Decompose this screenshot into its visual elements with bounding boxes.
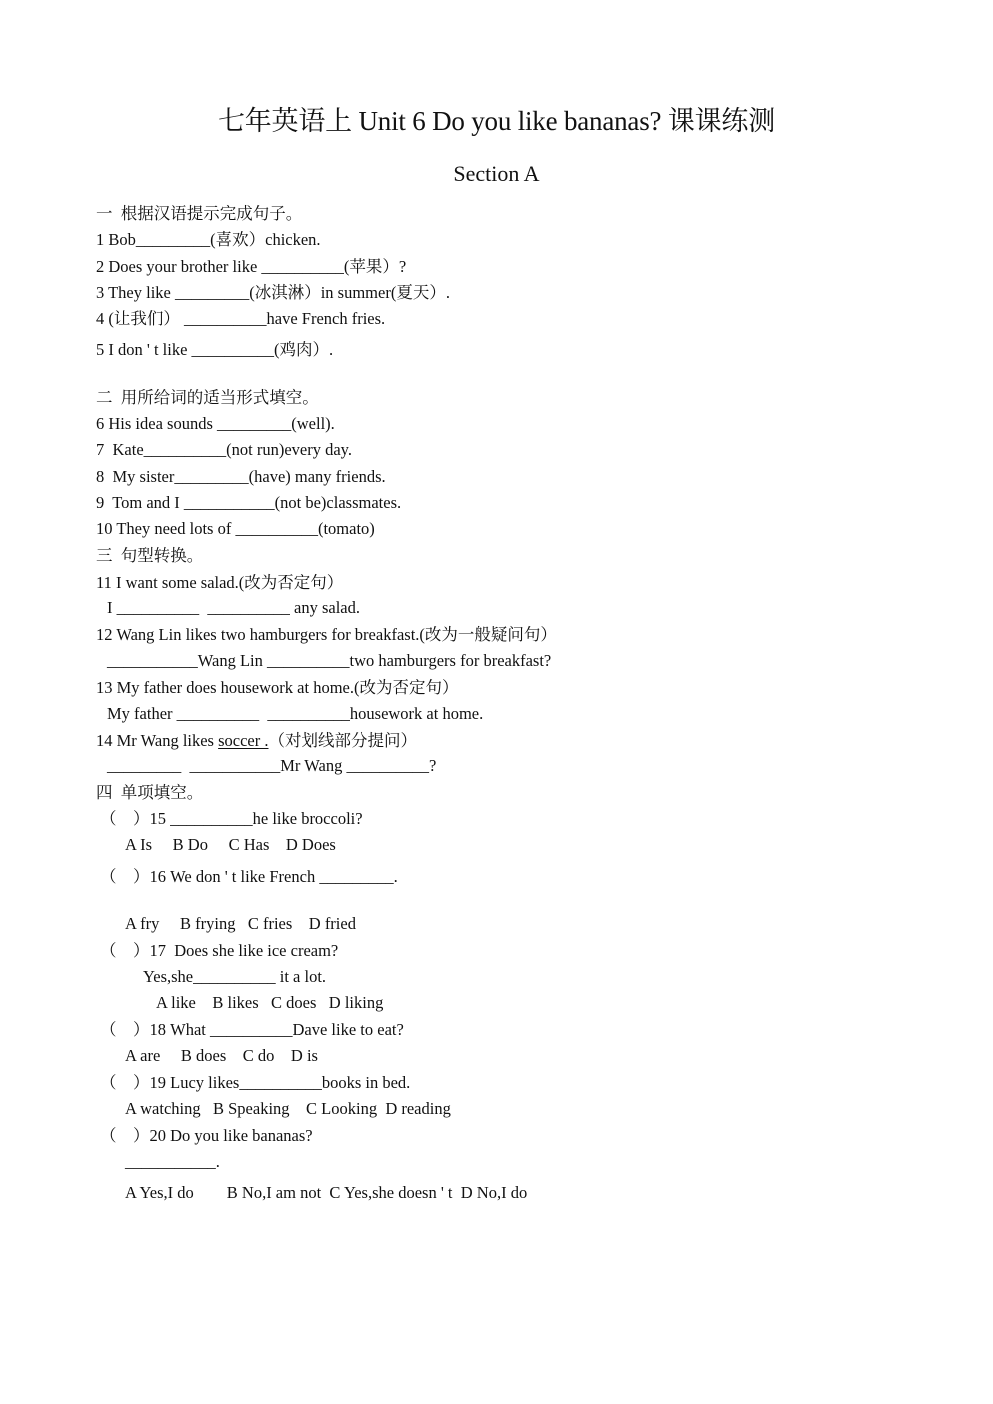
question-5: 5 I don ' t like __________(鸡肉）. (96, 340, 334, 359)
question-20: （ ）20 Do you like bananas? (100, 1126, 313, 1145)
question-12: 12 Wang Lin likes two hamburgers for breakfast.(改为一般疑问句） (96, 625, 557, 644)
question-16: （ ）16 We don ' t like French _________. (100, 867, 398, 886)
options-16: A fry B frying C fries D fried (125, 914, 356, 933)
question-15: （ ）15 __________he like broccoli? (100, 809, 363, 828)
question-13: 13 My father does housework at home.(改为否定句） (96, 678, 459, 697)
options-18: A are B does C do D is (125, 1046, 318, 1065)
section-1-heading: 一 根据汉语提示完成句子。 (96, 204, 303, 223)
question-1: 1 Bob_________(喜欢）chicken. (96, 230, 321, 249)
underlined-word: soccer . (218, 731, 269, 750)
question-14 (96, 730, 417, 752)
answer-line-17: Yes,she__________ it a lot. (143, 967, 327, 986)
question-14-text: 14 Mr Wang likes (96, 731, 219, 750)
options-20: A Yes,I do B No,I am not C Yes,she doesn ' t D No,I do (125, 1183, 528, 1202)
answer-line-20: ___________. (125, 1152, 220, 1171)
answer-line-11: I __________ __________ any salad. (107, 598, 360, 617)
question-9: 9 Tom and I ___________(not be)classmates. (96, 493, 402, 512)
answer-line-14: _________ ___________Mr Wang __________? (107, 756, 437, 775)
question-3: 3 They like _________(冰淇淋）in summer(夏天）. (96, 283, 450, 302)
question-10: 10 They need lots of __________(tomato) (96, 519, 375, 538)
options-19: A watching B Speaking C Looking D reading (125, 1099, 451, 1118)
section-title: Section A (453, 161, 540, 186)
question-6: 6 His idea sounds _________(well). (96, 414, 335, 433)
question-11: 11 I want some salad.(改为否定句） (96, 573, 344, 592)
question-19: （ ）19 Lucy likes__________books in bed. (100, 1073, 411, 1092)
section-3-heading: 三 句型转换。 (96, 546, 204, 565)
question-18: （ ）18 What __________Dave like to eat? (100, 1020, 404, 1039)
question-7: 7 Kate__________(not run)every day. (96, 440, 352, 459)
question-17: （ ）17 Does she like ice cream? (100, 941, 339, 960)
question-4: 4 (让我们） __________have French fries. (96, 309, 386, 328)
question-8: 8 My sister_________(have) many friends. (96, 467, 386, 486)
page-title: 七年英语上 Unit 6 Do you like bananas? 课课练测 (217, 106, 776, 136)
options-15: A Is B Do C Has D Does (125, 835, 336, 854)
question-2: 2 Does your brother like __________(苹果）? (96, 257, 407, 276)
section-2-heading: 二 用所给词的适当形式填空。 (96, 388, 319, 407)
section-4-heading: 四 单项填空。 (96, 783, 204, 802)
answer-line-13: My father __________ __________housework at home. (107, 704, 484, 723)
question-14-instruction: （对划线部分提问） (268, 731, 417, 750)
options-17: A like B likes C does D liking (156, 993, 384, 1012)
answer-line-12: ___________Wang Lin __________two hamburgers for breakfast? (107, 651, 552, 670)
